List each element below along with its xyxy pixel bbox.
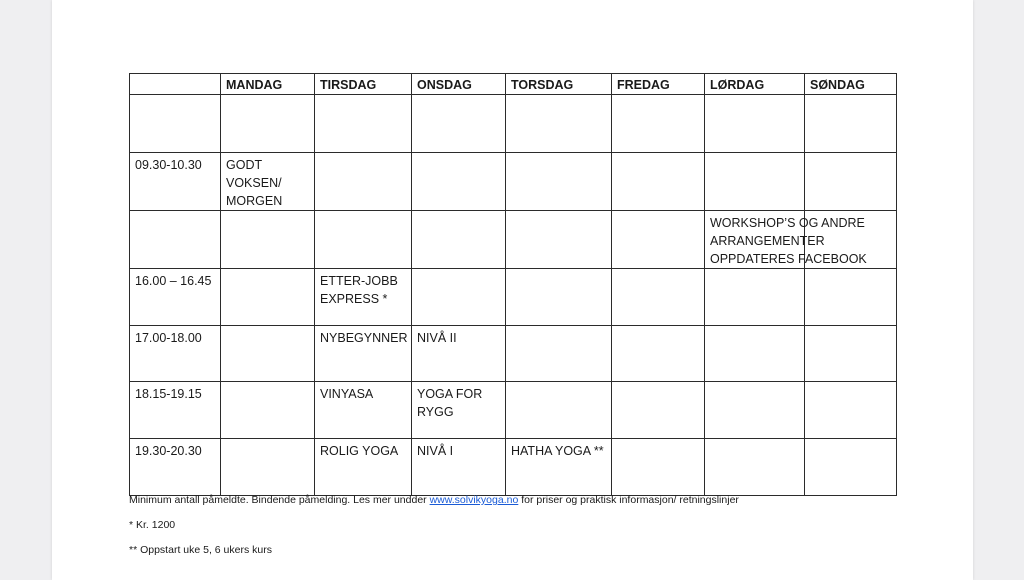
table-cell: [506, 326, 612, 382]
info-note: [129, 494, 739, 506]
time-cell: 16.00 – 16.45: [130, 269, 221, 326]
header-cell-lordag: LØRDAG: [705, 74, 805, 95]
time-cell: 18.15-19.15: [130, 382, 221, 439]
table-cell: [221, 95, 315, 153]
table-cell: [506, 211, 612, 269]
table-cell: [612, 153, 705, 211]
time-cell: 17.00-18.00: [130, 326, 221, 382]
table-cell: [221, 326, 315, 382]
table-cell: [805, 326, 897, 382]
table-cell: [705, 269, 805, 326]
table-cell: NYBEGYNNER: [315, 326, 412, 382]
info-note-text-before: Minimum antall påmeldte. Bindende påmelding. Les mer undder: [129, 494, 430, 506]
header-cell-sondag: SØNDAG: [805, 74, 897, 95]
workshop-note: WORKSHOP’S OG ANDRE ARRANGEMENTER OPPDATERES FACEBOOK: [710, 216, 867, 266]
table-cell: [805, 269, 897, 326]
table-row: [130, 95, 897, 153]
table-cell: [315, 153, 412, 211]
table-cell: [612, 211, 705, 269]
table-row: [130, 269, 897, 326]
table-row: [130, 153, 897, 211]
time-cell: 09.30-10.30: [130, 153, 221, 211]
table-cell: VINYASA: [315, 382, 412, 439]
header-cell-torsdag: TORSDAG: [506, 74, 612, 95]
table-cell: [412, 269, 506, 326]
table-cell: [612, 439, 705, 496]
table-cell: [130, 95, 221, 153]
workshop-note-cell: [705, 211, 867, 269]
table-cell: [705, 382, 805, 439]
start-note: ** Oppstart uke 5, 6 ukers kurs: [129, 544, 272, 556]
header-cell-tirsdag: TIRSDAG: [315, 74, 412, 95]
header-row: [130, 74, 897, 95]
table-row: [130, 382, 897, 439]
table-cell: [705, 326, 805, 382]
table-cell: [612, 95, 705, 153]
price-note: * Kr. 1200: [129, 519, 176, 531]
table-cell: HATHA YOGA **: [506, 439, 612, 496]
table-cell: [805, 439, 897, 496]
table-cell: NIVÅ II: [412, 326, 506, 382]
table-cell: [221, 439, 315, 496]
table-cell: [130, 211, 221, 269]
table-cell: [412, 95, 506, 153]
table-cell: ETTER-JOBB EXPRESS *: [315, 269, 412, 326]
table-cell: [315, 95, 412, 153]
table-cell: [805, 382, 897, 439]
table-cell: [412, 153, 506, 211]
table-cell: [705, 439, 805, 496]
info-note-text-after: for priser og praktisk informasjon/ retningslinjer: [518, 494, 739, 506]
table-cell: [506, 382, 612, 439]
table-cell: [705, 153, 805, 211]
table-cell: [805, 153, 897, 211]
table-cell: [612, 326, 705, 382]
table-cell: [506, 269, 612, 326]
schedule-table: [129, 73, 897, 496]
table-cell: [221, 211, 315, 269]
footnotes: [129, 494, 739, 556]
table-cell: ROLIG YOGA: [315, 439, 412, 496]
header-cell-onsdag: ONSDAG: [412, 74, 506, 95]
table-cell: [221, 269, 315, 326]
table-row: [130, 326, 897, 382]
table-cell: [805, 95, 897, 153]
table-cell: [221, 382, 315, 439]
table-cell: GODT VOKSEN/ MORGEN: [221, 153, 315, 211]
time-cell: 19.30-20.30: [130, 439, 221, 496]
website-link[interactable]: www.solvikyoga.no: [429, 494, 519, 506]
header-cell-mandag: MANDAG: [221, 74, 315, 95]
table-row: [130, 211, 897, 269]
table-cell: [412, 211, 506, 269]
table-cell: [612, 269, 705, 326]
table-cell: [705, 95, 805, 153]
table-cell: [506, 153, 612, 211]
header-cell-time: [130, 74, 221, 95]
table-cell: [612, 382, 705, 439]
header-cell-fredag: FREDAG: [612, 74, 705, 95]
table-row: [130, 439, 897, 496]
table-cell: YOGA FOR RYGG: [412, 382, 506, 439]
table-cell: NIVÅ I: [412, 439, 506, 496]
table-cell: [506, 95, 612, 153]
table-cell: [315, 211, 412, 269]
